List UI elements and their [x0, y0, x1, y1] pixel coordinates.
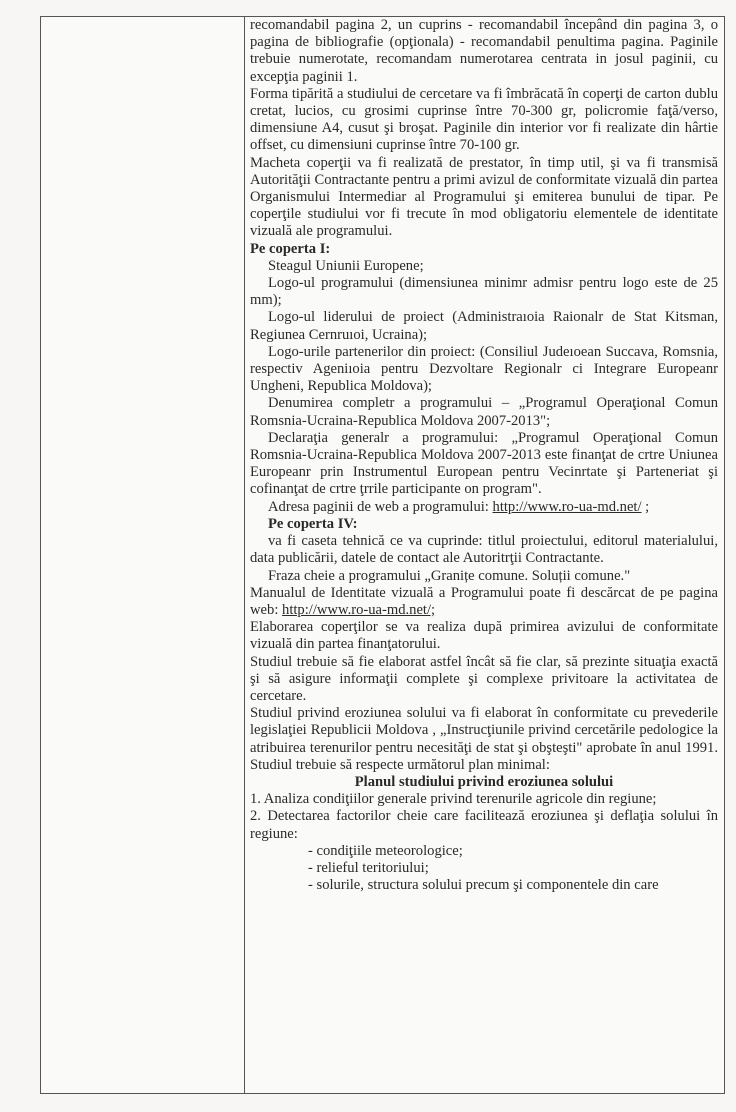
document-table — [40, 16, 725, 1094]
content-cell — [245, 17, 724, 1093]
plan-subitem: - relieful teritoriului; — [308, 859, 429, 876]
paragraph-cover-elaboration: Elaborarea coperţilor se va realiza după primirea avizului de conformitate vizuală din partea finanţatorului. — [250, 619, 718, 653]
paragraph-erosion-study: Studiul privind eroziunea solului va fi elaborat în conformitate cu prevederile legislaţiei Republicii Moldova , „Instrucţiunile privind cercetările pedologice la atribuirea terenurilor pentru necesităţi de stat şi obşteşti" aprobate în anul 1991. Studiul trebuie să respecte următorul plan minimal: — [250, 705, 718, 773]
paragraph-study-requirements: Studiul trebuie să fie elaborat astfel încât să fie clar, să prezinte situaţia exactă şi să asigure informaţii complete şi complexe privitoare la activitatea de cercetare. — [250, 653, 718, 704]
web-address-label: Adresa paginii de web a programului: — [268, 498, 493, 515]
program-website-link[interactable]: http://www.ro-ua-md.net/ — [492, 498, 642, 515]
cover-iv-item: va fi caseta tehnică ce va cuprinde: titlul proiectului, editorul materialului, data publicării, datele de contact ale Autoritrţii Contractante. — [250, 533, 718, 567]
manual-link[interactable]: http://www.ro-ua-md.net/; — [282, 601, 436, 618]
plan-step: 2. Detectarea factorilor cheie care facilitează eroziunea şi deflaţia solului în regiune: — [250, 808, 718, 842]
cover-iv-heading: Pe coperta IV: — [268, 515, 358, 532]
plan-step: 1. Analiza condiţiilor generale privind terenurile agricole din regiune; — [250, 791, 657, 808]
cover-i-web-address — [250, 499, 718, 516]
plan-title: Planul studiului privind eroziunea solului — [354, 773, 614, 790]
cover-i-heading: Pe coperta I: — [250, 240, 331, 257]
paragraph-identity-manual — [250, 585, 718, 619]
cover-i-item: Steagul Uniunii Europene; — [268, 257, 424, 274]
cover-i-item: Logo-ul programului (dimensiunea minimr admisr pentru logo este de 25 mm); — [250, 275, 718, 309]
cover-i-item: Logo-ul liderului de proiect (Administraıoia Raionalr de Stat Kitsman, Regiunea Cernruıoi, Ucraina); — [250, 309, 718, 343]
manual-text: Manualul de Identitate vizuală a Programului poate fi descărcat de pe pagina web: — [250, 584, 718, 618]
plan-subitem: - condiţiile meteorologice; — [308, 842, 463, 859]
empty-left-cell — [41, 17, 245, 1093]
cover-i-item: Declaraţia generalr a programului: „Programul Operaţional Comun Romsnia-Ucraina-Republica Moldova 2007-2013 este finanţat de crtre Uniunea Europeanr prin Instrumentul European pentru Vecinrtate şi Parteneriat şi cofinanţat de crtre ţrrile participante on program". — [250, 429, 718, 498]
paragraph-print-form: Forma tipărită a studiului de cercetare va fi îmbrăcată în coperţi de carton dublu cretat, lucios, cu grosimi cuprinse între 70-300 gr, policromie faţă/verso, dimensiune A4, cusut şi broşat. Paginile din interior vor fi realizate din hârtie offset, cu dimensiuni cuprinse între 70-100 gr. — [250, 85, 718, 154]
cover-iv-item: Fraza cheie a programului „Granițe comune. Soluții comune." — [268, 567, 631, 584]
cover-i-item: Denumirea completr a programului – „Programul Operaţional Comun Romsnia-Ucraina-Republica Moldova 2007-2013"; — [250, 395, 718, 429]
paragraph-intro: recomandabil pagina 2, un cuprins - recomandabil începând din pagina 3, o pagina de bibliografie (opţionala) - recomandabil penultima pagina. Paginile trebuie numerotate, recomandam numerotarea centrata in josul paginii, cu excepţia paginii 1. — [250, 17, 718, 85]
web-address-suffix: ; — [641, 498, 650, 515]
paragraph-cover-mockup: Macheta coperţii va fi realizată de prestator, în timp util, şi va fi transmisă Autorităţii Contractante pentru a primi avizul de conformitate vizuală din partea Organismului Intermediar al Programului şi emiterea bunului de tipar. Pe coperţile studiului vor fi trecute în mod obligatoriu elementele de identitate vizuală ale programului. — [250, 154, 718, 240]
plan-subitem: - solurile, structura solului precum şi componentele din care — [308, 877, 659, 894]
cover-i-item: Logo-urile partenerilor din proiect: (Consiliul Judeıoean Succava, Romsnia, respectiv Ageniıoia pentru Dezvoltare Regionalr ci Integrare Europeanr Ungheni, Republica Moldova); — [250, 343, 718, 395]
